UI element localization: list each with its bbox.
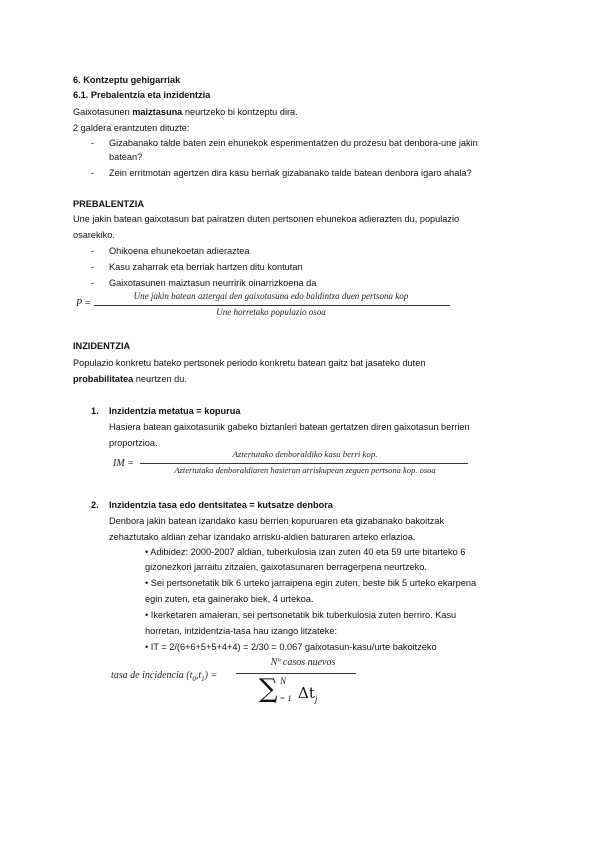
prebalentzia-bullet-2: Kasu zaharrak eta berriak hartzen ditu kontutan <box>109 262 303 272</box>
im-fraction-line <box>140 463 468 464</box>
inzidentzia-def-line-1: Populazio konkretu bateko pertsonek periodo konkretu batean gaitz bat jasateko duten <box>73 358 426 368</box>
incidence-rate-numerator: Nº casos nuevos <box>270 657 336 668</box>
bullet-dash: - <box>91 168 95 178</box>
prevalence-formula-numerator: Une jakin batean aztergai den gaixotasuna edo baldintza duen pertsona kop <box>133 291 409 301</box>
im-formula-lhs: IM = <box>113 458 134 469</box>
incidence-rate-formula-lhs: tasa de incidencia $(t_0,t_1)$ = <box>111 670 218 683</box>
question-1-line-2: batean? <box>109 152 143 162</box>
intro-bold-word: maiztasuna <box>132 107 183 117</box>
item-2-number: 2. <box>91 500 99 510</box>
bullet-dash: - <box>91 246 95 256</box>
inzidentzia-bold-word: probabilitatea <box>73 374 134 384</box>
questions-intro: 2 galdera erantzuten dituzte: <box>73 123 190 133</box>
item-2-line-2: zehaztutako aldian zehar izandako arrisku-aldien baturaren arteko erlazioa. <box>109 532 416 542</box>
bullet-dash: - <box>91 278 95 288</box>
prebalentzia-heading: PREBALENTZIA <box>73 199 144 209</box>
item-2-line-1: Denbora jakin batean izandako kasu berrien kopuruaren eta gizabanako bakoitzak <box>109 516 445 526</box>
question-2: Zein erritmotan agertzen dira kasu berriak gizabanako talde batean denbora igaro ahala? <box>109 168 472 178</box>
prevalence-formula-denominator: Une horretako populazio osoa <box>216 307 326 317</box>
item-2-bullet-2-line-1: • Sei pertsonetatik bik 6 urteko jarraipena egin zuten, beste bik 5 urteko ekarpena <box>145 578 477 588</box>
sum-upper-limit: N <box>280 676 287 686</box>
question-1-line-1: Gizabanako talde baten zein ehunekok esperimentatzen du prozesu bat denbora-une jakin <box>109 138 478 148</box>
bullet-dash: - <box>91 138 95 148</box>
section-title: 6. Kontzeptu gehigarriak <box>73 75 181 85</box>
item-2-bullet-4: • IT = 2/(6+6+5+5+4+4) = 2/30 = 0.067 gaixotasun-kasu/urte bakoitzeko <box>145 642 437 652</box>
section-subtitle: 6.1. Prebalentzia eta inzidentzia <box>73 90 211 100</box>
item-1-line-1: Hasiera batean gaixotasunik gabeko biztanleri batean gertatzen diren gaixotasun berrien <box>109 422 470 432</box>
item-1-title: Inzidentzia metatua = kopurua <box>109 406 241 416</box>
item-2-bullet-2-line-2: egin zuten, eta gainerako biek, 4 urtekoa. <box>145 594 314 604</box>
intro-paragraph: Gaixotasunen maiztasuna neurtzeko bi kontzeptu dira. <box>73 107 298 117</box>
sum-lower-limit: j = 1 <box>275 693 292 703</box>
im-formula-numerator: Aztertutako denboraldiko kasu berri kop. <box>232 449 378 459</box>
prebalentzia-def-line-1: Une jakin batean gaixotasun bat pairatzen duten pertsonen ehunekoa adierazten du, populazio <box>73 214 460 224</box>
prebalentzia-bullet-3: Gaixotasunen maiztasun neurririk oinarrizkoena da <box>109 278 317 288</box>
prevalence-fraction-line <box>94 305 450 306</box>
sum-term: $\Delta t_j$ <box>298 684 318 704</box>
item-2-bullet-1-line-2: gizonezkori jarraitu zitzaien, gaixotasunaren berragerpena neurtzeko. <box>145 562 427 572</box>
item-1-line-2: proportzioa. <box>109 438 158 448</box>
item-2-bullet-1-line-1: • Adibidez: 2000-2007 aldian, tuberkulosia izan zuten 40 eta 59 urte bitarteko 6 <box>145 547 466 557</box>
prebalentzia-bullet-1: Ohikoena ehunekoetan adieraztea <box>109 246 250 256</box>
item-2-title: Inzidentzia tasa edo dentsitatea = kutsatze denbora <box>109 500 333 510</box>
sum-symbol: ∑ <box>259 674 278 704</box>
item-1-number: 1. <box>91 406 99 416</box>
prevalence-formula-lhs: P = <box>76 298 92 309</box>
item-2-bullet-3-line-2: horretan, intzidentzia-tasa hau izango litzateke: <box>145 626 338 636</box>
im-formula-denominator: Aztertutako denboraldiaren hasieran arriskupean zeguen pertsona kop. osoa <box>174 465 436 475</box>
item-2-bullet-3-line-1: • Ikerketaren amaieran, sei pertsonetatik bik tuberkulosia zuten berriro. Kasu <box>145 610 457 620</box>
inzidentzia-def-line-2: probabilitatea neurtzen du. <box>73 374 187 384</box>
prebalentzia-def-line-2: osarekiko. <box>73 230 115 240</box>
incidence-rate-fraction-line <box>236 673 356 674</box>
inzidentzia-heading: INZIDENTZIA <box>73 341 131 351</box>
bullet-dash: - <box>91 262 95 272</box>
